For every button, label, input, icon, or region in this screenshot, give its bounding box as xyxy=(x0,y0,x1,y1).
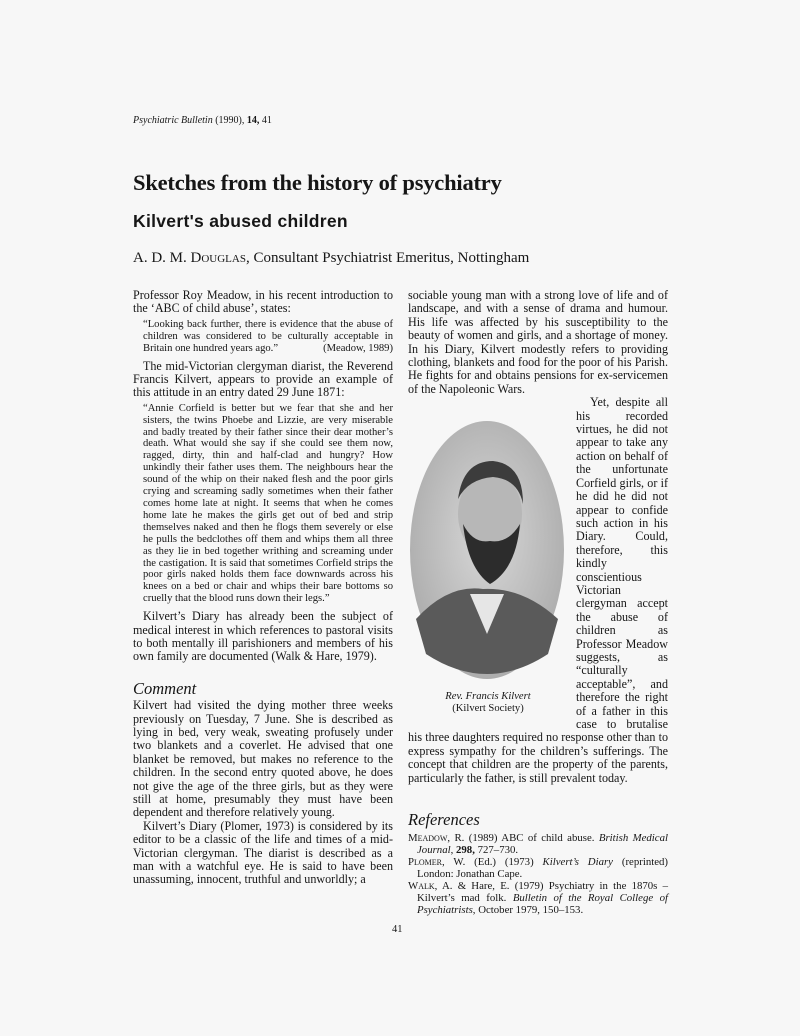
caption-name: Rev. Francis Kilvert xyxy=(445,690,531,702)
ref-journal: British Medical Journal xyxy=(417,832,668,857)
quote-citation: (Meadow, 1989) xyxy=(323,342,393,354)
article-title: Sketches from the history of psychiatry xyxy=(133,170,502,195)
portrait-image xyxy=(408,419,566,681)
paragraph-continued-text: in this case to brutalise his three daughters required no response other than to express sympathy for the children’s sufferings. The concept that children are the property of the parents, particularly the father, is still prevalent today. xyxy=(408,703,668,785)
paragraph: Kilvert had visited the dying mother three weeks previously on Tuesday, 7 June. She is described as lying in bed, very weak, sweating profusely under two blankets and a coverlet. He advised that one blanket be removed, but makes no reference to the children. In the second entry quoted above, he does not give the age of the three girls, but as they were still at home, presumably they must have been dependent and therefore relatively young. xyxy=(133,698,393,820)
author-affiliation: , Consultant Psychiatrist Emeritus, Nottingham xyxy=(245,250,530,266)
ref-text: , A. & Hare, E. (1979) Psychiatry in the 1870s – Kilvert’s mad folk. xyxy=(417,880,668,905)
article-subtitle: Kilvert's abused children xyxy=(133,211,348,231)
page-number: 41 xyxy=(392,924,403,935)
ref-author: Meadow xyxy=(408,832,448,845)
journal-page: 41 xyxy=(261,115,272,126)
portrait-figure xyxy=(408,419,568,715)
reference-list xyxy=(408,832,668,916)
author-surname: Douglas xyxy=(190,250,246,266)
reference-item: Meadow, R. (1989) ABC of child abuse. British Medical Journal, 298, 727–730. xyxy=(408,832,668,857)
paragraph: The mid-Victorian clergyman diarist, the Reverend Francis Kilvert, appears to provide an example of this attitude in an entry dated 29 June 1871: xyxy=(133,358,393,400)
ref-text: , W. (Ed.) (1973) xyxy=(442,856,543,869)
paragraph: sociable young man with a strong love of life and of landscape, and with a sense of drama and humour. His life was affected by his susceptibility to the beauty of women and girls, and a shortage of money. In his Diary, Kilvert modestly refers to providing clothing, blankets and food for the poor of his Parish. He fights for and obtains pensions for ex-servicemen of the Napoleonic Wars. xyxy=(408,288,668,396)
paragraph: Kilvert’s Diary (Plomer, 1973) is considered by its editor to be a classic of the life and times of a mid-Victorian clergyman. The diarist is described as a man with a watchful eye. He is said to have been unassuming, innocent, truthful and unworldly; a xyxy=(133,818,393,887)
ref-author: Plomer xyxy=(408,856,443,869)
left-column xyxy=(133,289,393,887)
paragraph-wrapped-text: Yet, despite all his recorded virtues, he did not appear to take any action on behalf of the unfortunate Corfield girls, or if he did he did not appear to confide such action in his Diary. Could, therefore, this kindly conscientious Victorian clergyman accept the abuse of children as Professor Meadow suggests, as “culturally acceptable”, and therefore the right of a father xyxy=(576,395,668,718)
ref-publisher: (reprinted) London: Jonathan Cape. xyxy=(417,856,669,881)
ref-pages: , October 1979, 150–153. xyxy=(472,904,584,917)
reference-item xyxy=(408,880,668,916)
ref-text: , R. (1989) ABC of child abuse. xyxy=(447,832,599,845)
author-initials: A. D. M. xyxy=(133,250,191,266)
paragraph: Kilvert’s Diary has already been the subject of medical interest in which references to pastoral visits to both mentally ill parishioners and members of his own family are documented (Walk & Hare, 1979). xyxy=(133,609,393,664)
ref-title: Kilvert’s Diary xyxy=(542,856,613,869)
paragraph: Professor Roy Meadow, in his recent introduction to the ‘ABC of child abuse’, states: xyxy=(133,288,393,316)
figure-caption xyxy=(408,691,568,716)
journal-volume: 14, xyxy=(246,115,260,126)
journal-year: (1990), xyxy=(215,115,245,126)
ref-author: Walk xyxy=(408,880,435,893)
caption-credit: (Kilvert Society) xyxy=(452,703,524,715)
reference-item xyxy=(408,856,668,880)
ref-pages: 727–730. xyxy=(474,844,519,857)
block-quote xyxy=(143,319,393,355)
running-header xyxy=(133,115,272,126)
ref-journal: Bulletin of the Royal College of Psychiatrists xyxy=(417,892,668,917)
ref-volume: 298, xyxy=(456,844,475,857)
author-line xyxy=(133,250,529,267)
section-heading-comment: Comment xyxy=(133,678,197,698)
right-column xyxy=(408,289,668,916)
block-quote: “Annie Corfield is better but we fear that she and her sisters, the twins Phoebe and Lizzie, are very miserable and badly treated by their father since their dear mother’s death. What would she say if she could see them now, ragged, dirty, thin and half-clad and hungry? How unkindly their father uses them. The neighbours hear the sound of the whip on their naked flesh and the poor girls crying and screaming sadly sometimes when their father comes home late at night. It seems that when he comes home late he makes the girls get out of bed and strip themselves naked and then he flogs them severely or else he pulls the bedclothes off them and whips them all three as they lie in bed together writhing and screaming under the castigation. It is said that sometimes Corfield strips the poor girls naked holds them face downwards across his knees on a bed or chair and whips their bare bottoms so cruelly that the blood runs down their legs.” xyxy=(143,402,393,605)
journal-name: Psychiatric Bulletin xyxy=(133,115,213,126)
section-heading-references: References xyxy=(408,810,480,830)
quote-text: “Looking back further, there is evidence that the abuse of children was considered to be culturally acceptable in Britain one hundred years ago.” xyxy=(143,318,393,354)
